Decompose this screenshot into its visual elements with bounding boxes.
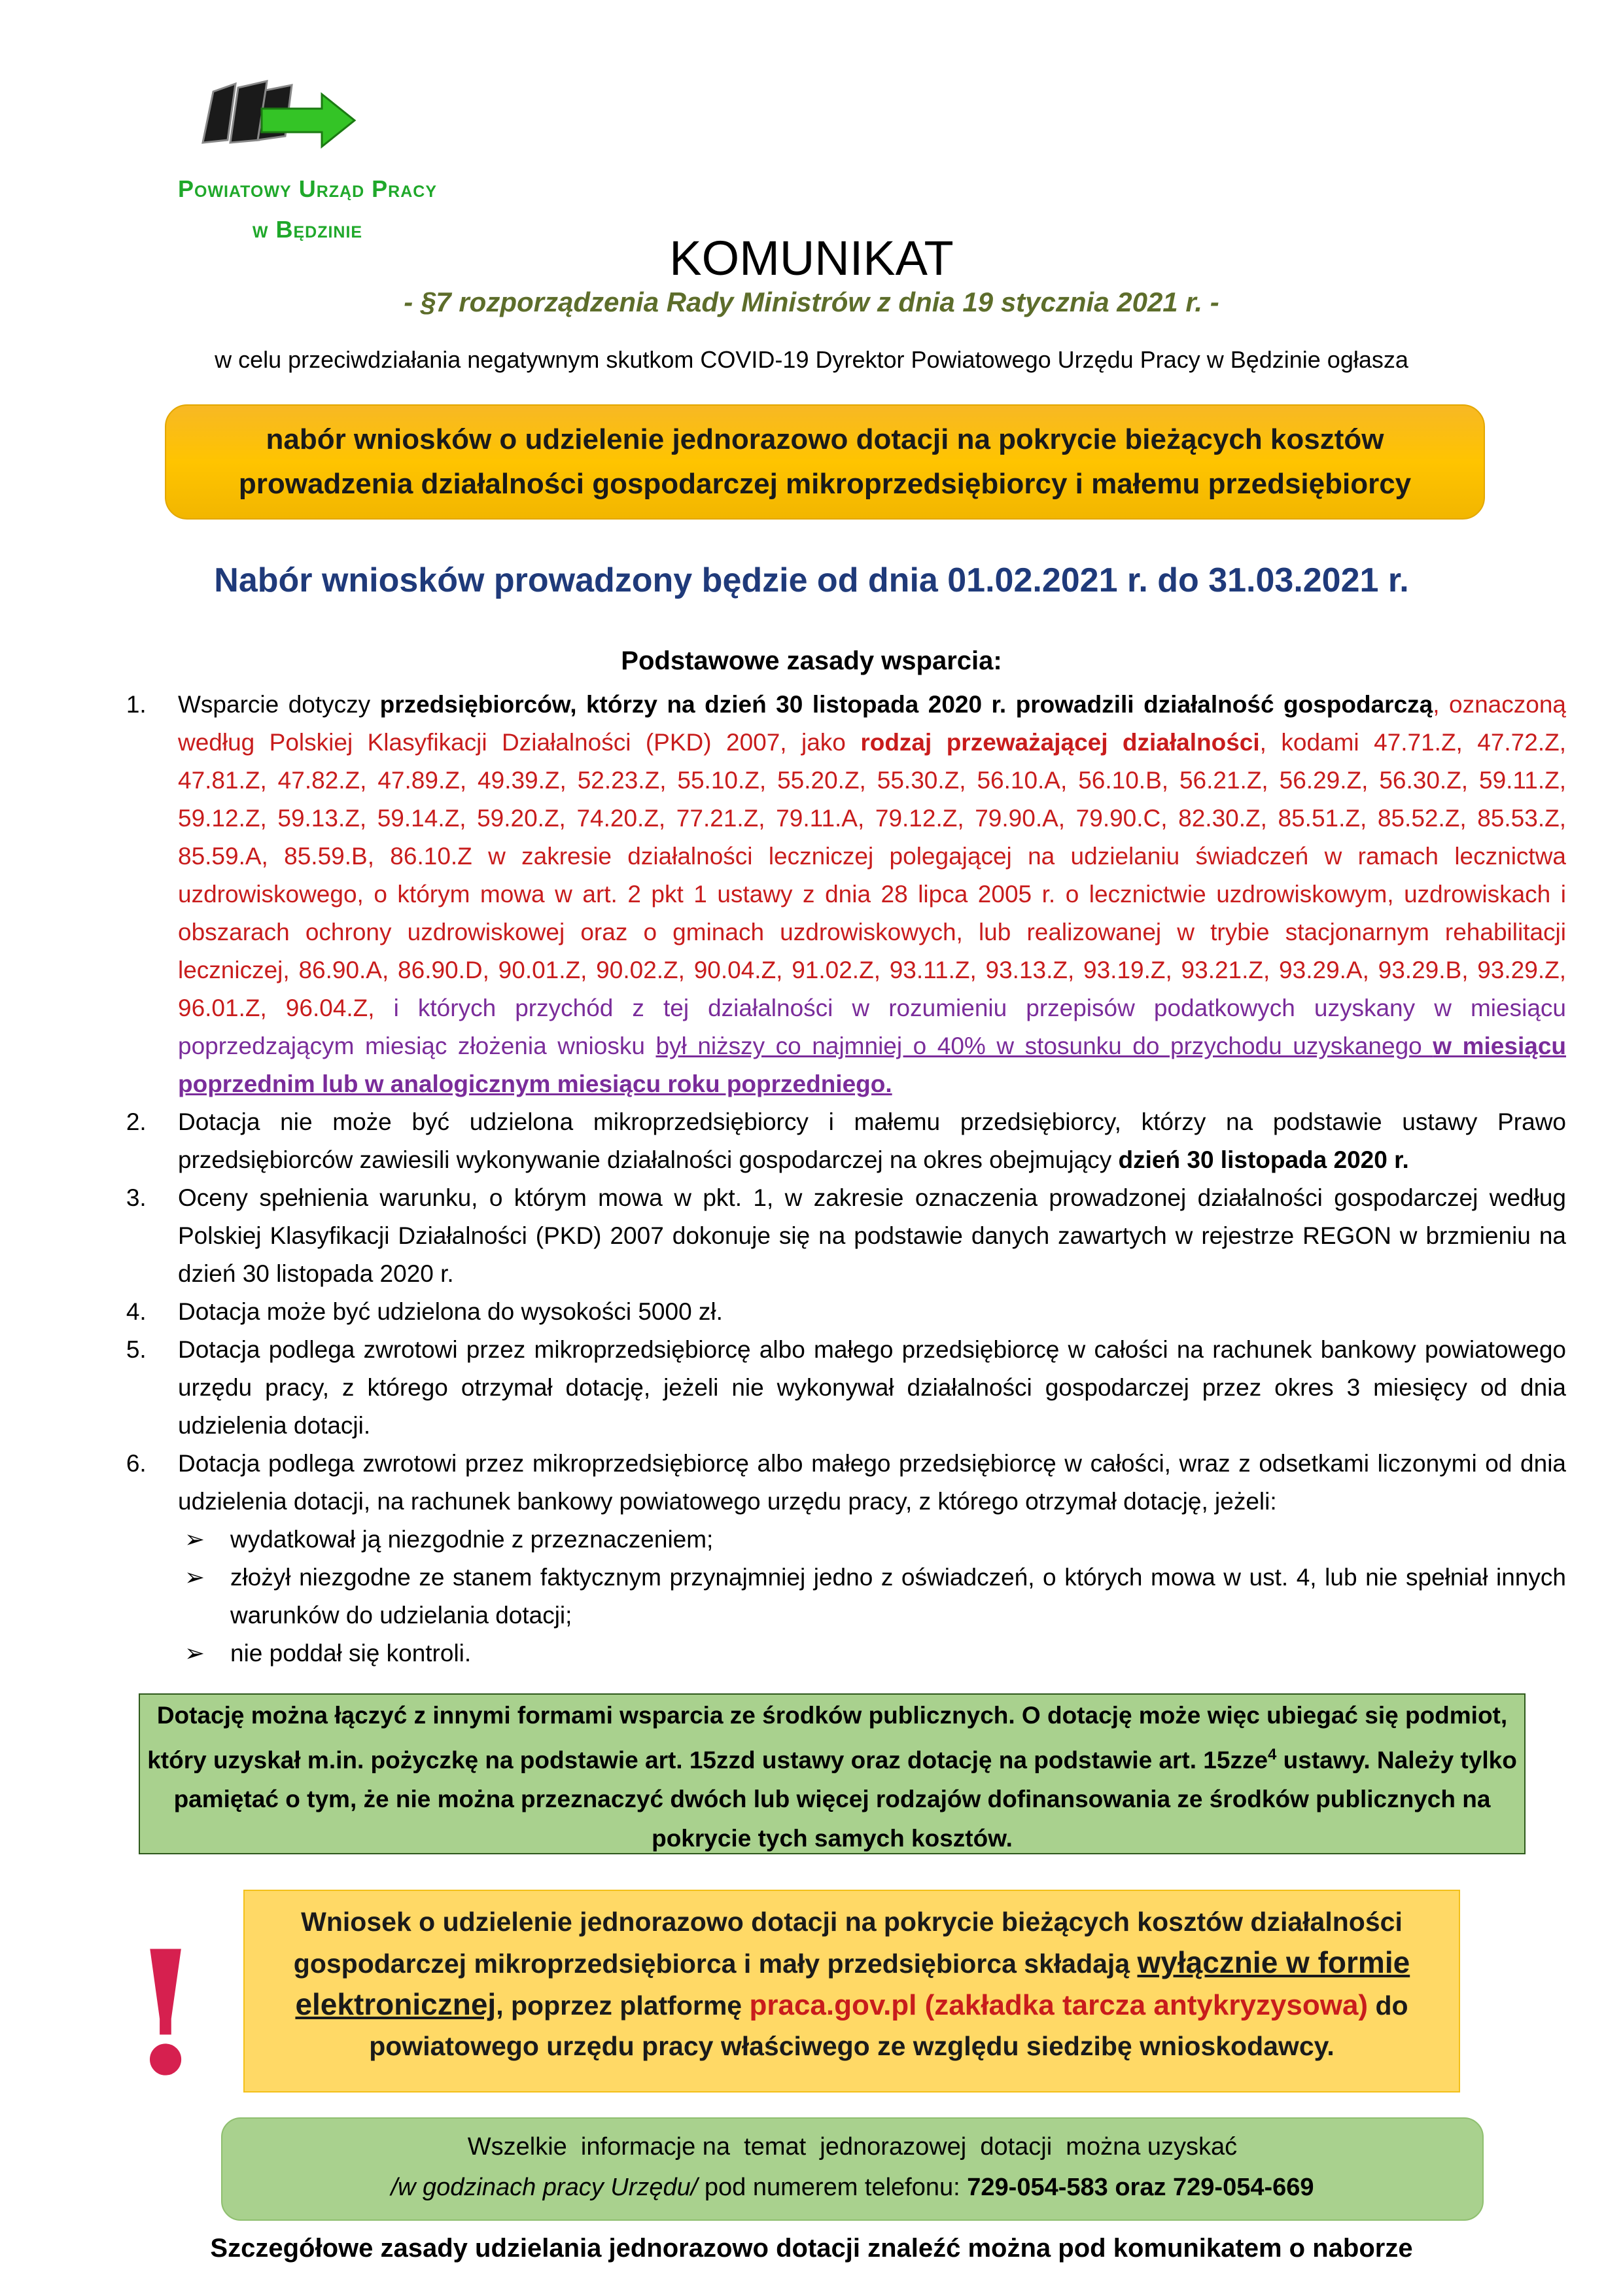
intro-text: w celu przeciwdziałania negatywnym skutkom COVID-19 Dyrektor Powiatowego Urzędu Pracy w Będzinie ogłasza: [215, 346, 1408, 373]
rule-1-b: przedsiębiorców, którzy na dzień 30 listopada 2020 r. prowadzili działalność gospodarczą: [379, 691, 1433, 718]
logo-line-1: Powiatowy Urząd Pracy: [177, 175, 438, 202]
page-title: KOMUNIKAT: [669, 231, 954, 285]
logo-line-2: w Będzinie: [252, 216, 363, 243]
rules-list: [105, 686, 1566, 1672]
rule-2-b: dzień 30 listopada 2020 r.: [1118, 1146, 1409, 1173]
info-phones: 729-054-583 oraz 729-054-669: [967, 2174, 1314, 2201]
warning-c: , poprzez platformę: [496, 1990, 750, 2021]
info-line-1: Wszelkie informacje na temat jednorazowej dotacji można uzyskać: [467, 2133, 1238, 2161]
rule-1-g: był niższy co najmniej o 40% w stosunku do przychodu uzyskanego: [655, 1033, 1433, 1059]
exclamation-icon: !: [128, 1914, 203, 2113]
call-line-2: prowadzenia działalności gospodarczej mikroprzedsiębiorcy i małemu przedsiębiorcy: [238, 468, 1412, 500]
rule-1-f: i których przychód z tej działalności w rozumieniu przepisów podatkowych uzyskany w miesiącu poprzedzającym miesiąc złożenia wniosku: [178, 995, 1566, 1059]
rule-item-3: 3. Oceny spełnienia warunku, o którym mowa w pkt. 1, w zakresie oznaczenia prowadzonej działalności gospodarczej według Polskiej Klasyfikacji Działalności (PKD) 2007 dokonuje się na podstawie danych zawartych w rejestrze REGON w brzmieniu na dzień 30 listopada 2020 r.: [153, 1179, 1566, 1293]
call-line-1: nabór wniosków o udzielenie jednorazowo dotacji na pokrycie bieżących kosztów: [266, 423, 1384, 455]
list-item: ➢ złożył niezgodne ze stanem faktycznym przynajmniej jedno z oświadczeń, o których mowa w ust. 4, lub nie spełniał innych warunków do udzielania dotacji;: [178, 1559, 1566, 1634]
rule-item-6: [153, 1445, 1566, 1672]
page-subtitle: - §7 rozporządzenia Rady Ministrów z dnia 19 stycznia 2021 r. -: [404, 287, 1219, 317]
logo-graphic: [194, 77, 361, 156]
warning-notice: [243, 1890, 1460, 2093]
rule-item-1: [153, 686, 1566, 1103]
combine-a: Dotację można łączyć z innymi formami wsparcia ze środków publicznych. O dotację może więc ubiegać się podmiot, który uzyskał m.in. pożyczkę na podstawie art. 15zzd ustawy oraz dotację na podstawie art. 15zze: [147, 1702, 1508, 1774]
rule-2-a: Dotacja nie może być udzielona mikroprzedsiębiorcy i małemu przedsiębiorcy, którzy na podstawie ustawy Prawo przedsiębiorców zawiesili wykonywanie działalności gospodarczej na okres obejmujący: [178, 1108, 1566, 1173]
rule-6-sublist: [178, 1521, 1566, 1672]
warning-e: do powiatowego urzędu pracy właściwego ze względu siedzibę wnioskodawcy.: [369, 1990, 1408, 2061]
rule-item-4: 4. Dotacja może być udzielona do wysokości 5000 zł.: [153, 1293, 1566, 1331]
warning-a: Wniosek o udzielenie jednorazowo dotacji na pokrycie bieżących kosztów działalności gospodarczej mikroprzedsiębiorca i mały przedsiębiorca składają: [293, 1907, 1403, 1979]
footer-note: Szczegółowe zasady udzielania jednorazowo dotacji znaleźć można pod komunikatem o naborze: [210, 2234, 1413, 2263]
combine-b: ustawy. Należy tylko pamiętać o tym, że nie można przeznaczyć dwóch lub więcej rodzajów dofinansowania ze środków publicznych na pokrycie tych samych kosztów.: [173, 1746, 1517, 1852]
rule-item-5: 5. Dotacja podlega zwrotowi przez mikroprzedsiębiorcę albo małego przedsiębiorcę w całości na rachunek bankowy powiatowego urzędu pracy, z którego otrzymał dotację, jeżeli nie wykonywał działalności gospodarczej przez okres 3 miesięcy od dnia udzielenia dotacji.: [153, 1331, 1566, 1445]
info-line-2: [222, 2167, 1482, 2208]
rule-6-text: Dotacja podlega zwrotowi przez mikroprzedsiębiorcę albo małego przedsiębiorcę w całości, wraz z odsetkami liczonymi od dnia udzielenia dotacji, na rachunek bankowy powiatowego urzędu pracy, z którego otrzymał dotację, jeżeli:: [178, 1450, 1566, 1515]
warning-b: wyłącznie w formie elektronicznej: [295, 1945, 1410, 2021]
rule-item-2: [153, 1103, 1566, 1179]
warning-link: praca.gov.pl (zakładka tarcza antykryzysowa): [749, 1989, 1369, 2021]
rule-1-d: rodzaj przeważającej działalności: [860, 729, 1260, 756]
list-item: ➢ wydatkował ją niezgodnie z przeznaczeniem;: [178, 1521, 1566, 1559]
rule-1-c: , oznaczoną według Polskiej Klasyfikacji Działalności (PKD) 2007, jako: [178, 691, 1566, 756]
application-period: Nabór wniosków prowadzony będzie od dnia 01.02.2021 r. do 31.03.2021 r.: [214, 561, 1409, 599]
call-banner: [165, 404, 1485, 520]
rule-1-a: Wsparcie dotyczy: [178, 691, 380, 718]
combine-sup: 4: [1268, 1746, 1277, 1763]
rule-1-h: w miesiącu poprzednim lub w analogicznym miesiącu roku poprzedniego.: [178, 1033, 1566, 1097]
rules-heading: Podstawowe zasady wsparcia:: [621, 646, 1002, 675]
rule-1-e: , kodami 47.71.Z, 47.72.Z, 47.81.Z, 47.82.Z, 47.89.Z, 49.39.Z, 52.23.Z, 55.10.Z, 55.20.Z, 55.30.Z, 56.10.A, 56.10.B, 56.21.Z, 56.29.Z, 56.30.Z, 59.11.Z, 59.12.Z, 59.13.Z, 59.14.Z, 59.20.Z, 74.20.Z, 77.21.Z, 79.11.A, 79.12.Z, 79.90.A, 79.90.C, 82.30.Z, 85.51.Z, 85.52.Z, 85.53.Z, 85.59.A, 85.59.B, 86.10.Z w zakresie działalności leczniczej polegającej na udzielaniu świadczeń w ramach lecznictwa uzdrowiskowego, o którym mowa w art. 2 pkt 1 ustawy z dnia 28 lipca 2005 r. o lecznictwie uzdrowiskowym, uzdrowiskach i obszarach ochrony uzdrowiskowej oraz o gminach uzdrowiskowych, lub realizowanej w trybie stacjonarnym rehabilitacji leczniczej, 86.90.A, 86.90.D, 90.01.Z, 90.02.Z, 90.04.Z, 91.02.Z, 93.11.Z, 93.13.Z, 93.19.Z, 93.21.Z, 93.29.A, 93.29.B, 93.29.Z, 96.01.Z, 96.04.Z,: [178, 729, 1567, 1021]
contact-info: [221, 2117, 1484, 2221]
combine-notice: [139, 1693, 1526, 1854]
list-item: ➢ nie poddał się kontroli.: [178, 1634, 1566, 1672]
info-mid: pod numerem telefonu:: [697, 2174, 968, 2201]
info-italic: /w godzinach pracy Urzędu/: [391, 2174, 698, 2201]
